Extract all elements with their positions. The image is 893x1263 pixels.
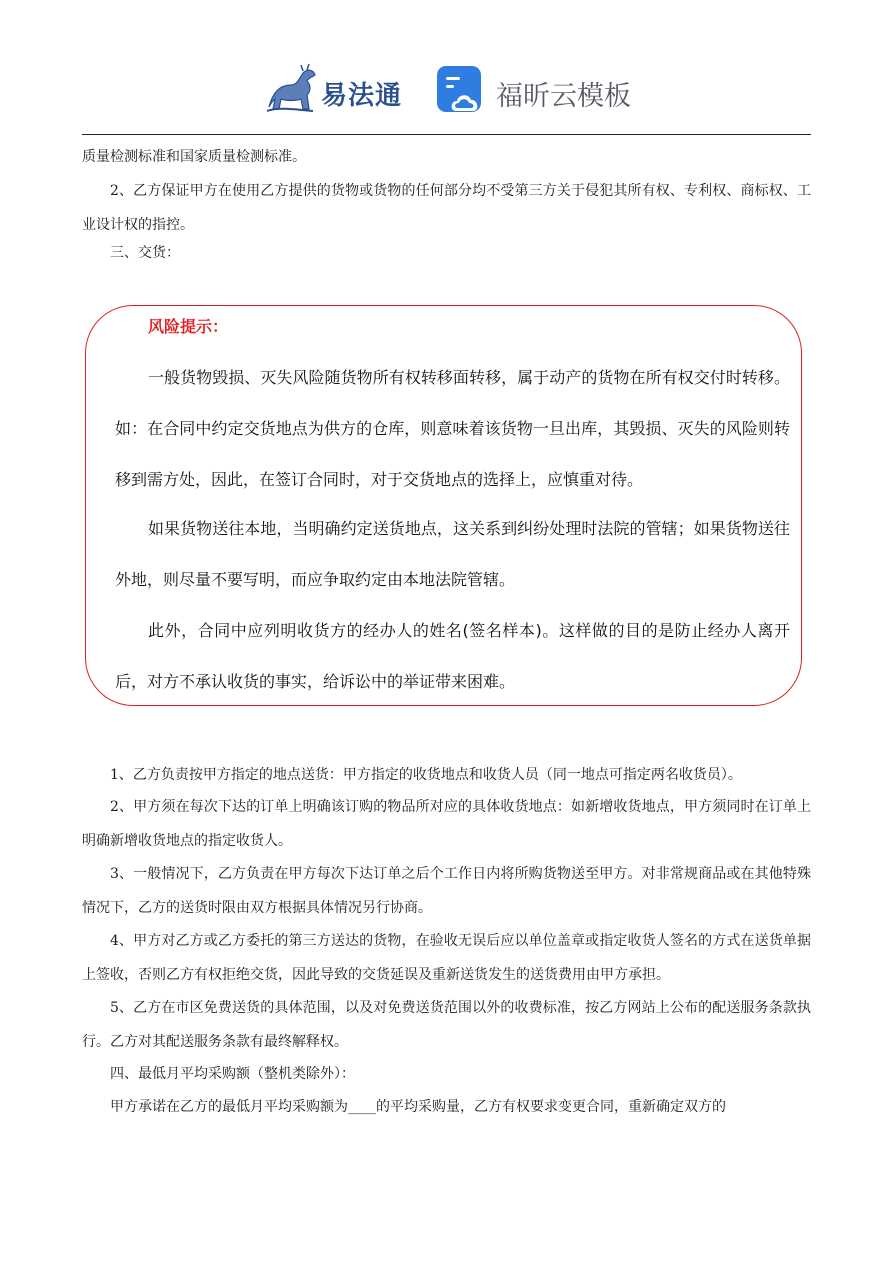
clause-order-address: 2、甲方须在每次下达的订单上明确该订购的物品所对应的具体收货地点：如新增收货地点，甲方须同时在订单上明确新增收货地点的指定收货人。 [82,799,811,849]
risk-paragraph-jurisdiction: 如果货物送往本地，当明确约定送货地点，这关系到纠纷处理时法院的管辖；如果货物送往外地，则尽量不要写明，而应争取约定由本地法院管辖。 [115,519,790,589]
risk-paragraph-signatory: 此外，合同中应列明收货方的经办人的姓名(签名样本)。这样做的目的是防止经办人离开后，对方不承认收货的事实，给诉讼中的举证带来困难。 [115,621,790,691]
foxit-brand-text: 福昕云模板 [496,81,631,112]
yifatong-brand-text: 易法通 [321,81,403,111]
paragraph-ip-warranty: 2、乙方保证甲方在使用乙方提供的货物或货物的任何部分均不受第三方关于侵犯其所有权、专利权、商标权、工业设计权的指控。 [82,183,811,233]
foxit-cloud-template-logo [436,65,636,117]
risk-notice-title: 风险提示： [148,317,229,336]
cloud-document-icon [436,65,486,115]
clause-min-purchase-commitment: 甲方承诺在乙方的最低月平均采购额为____的平均采购量，乙方有权要求变更合同，重新确定双方的 [110,1099,726,1115]
clause-acceptance-signoff: 4、甲方对乙方或乙方委托的第三方送达的货物，在验收无误后应以单位盖章或指定收货人签名的方式在送货单据上签收，否则乙方有权拒绝交货，因此导致的交货延误及重新送货发生的送货费用由甲方承担。 [82,933,811,983]
clause-delivery-location: 1、乙方负责按甲方指定的地点送货：甲方指定的收货地点和收货人员（同一地点可指定两名收货员）。 [110,767,742,783]
yifatong-logo [263,61,423,117]
header-divider [82,134,811,135]
paragraph-quality-standard: 质量检测标准和国家质量检测标准。 [82,149,306,165]
clause-free-delivery-scope: 5、乙方在市区免费送货的具体范围，以及对免费送货范围以外的收费标准，按乙方网站上公布的配送服务条款执行。乙方对其配送服务条款有最终解释权。 [82,1000,811,1050]
page-header [0,55,893,125]
section-heading-min-purchase: 四、最低月平均采购额（整机类除外）： [110,1066,355,1082]
risk-paragraph-transfer: 一般货物毁损、灭失风险随货物所有权转移面转移，属于动产的货物在所有权交付时转移。如：在合同中约定交货地点为供方的仓库，则意味着该货物一旦出库，其毁损、灭失的风险则转移到需方处，因此，在签订合同时，对于交货地点的选择上，应慎重对待。 [115,368,790,489]
section-heading-delivery: 三、交货： [110,245,180,261]
clause-delivery-time: 3、一般情况下，乙方负责在甲方每次下达订单之后个工作日内将所购货物送至甲方。对非常规商品或在其他特殊情况下，乙方的送货时限由双方根据具体情况另行协商。 [82,866,811,916]
qilin-emblem-icon [263,61,321,117]
